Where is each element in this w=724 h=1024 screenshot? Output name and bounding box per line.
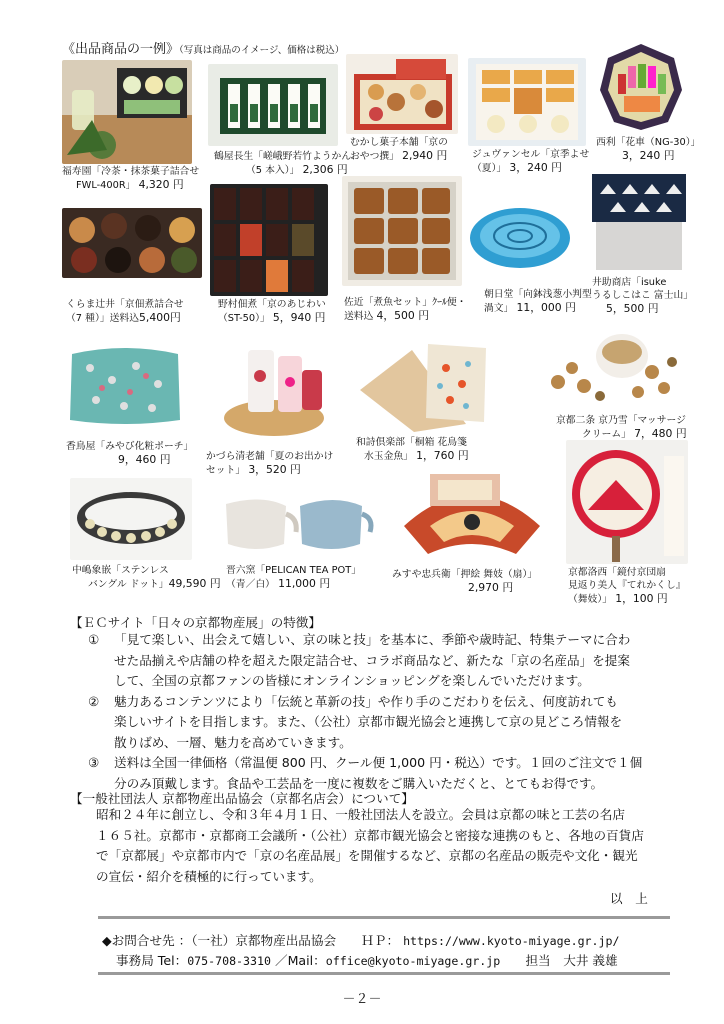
product-photo-kazurasei [218, 336, 330, 440]
section-title: 《出品商品の一例》（写真は商品のイメージ、価格は税込） [62, 42, 345, 57]
product-photo-misuya [390, 468, 554, 560]
ec-item-3-line: 分のみ頂戴します。食品や工芸品を一度に複数をご購入いただくと、とてもお得です。 [114, 775, 604, 791]
caption-isuke: 井助商店「isuke うるしこはこ 富士山」 5，500 円 [592, 277, 694, 315]
ec-item-1: ① 「見て楽しい、出会えて嬉しい、京の味と技」を基本に、季節や歳時記、特集テーマに合わ [88, 632, 631, 647]
caption-asahido: 朝日堂「向鉢浅葱小判型 渦文」 11，000 円 [484, 289, 592, 314]
caption-washi: 和詩倶楽部「桐箱 花鳥箋 水玉金魚」 1，760 円 [356, 437, 469, 462]
product-photo-fukujuen [62, 60, 192, 164]
caption-sakon: 佐近「煮魚セット」ｸｰﾙ便・ 送料込 4，500 円 [344, 297, 467, 322]
product-photo-isuke [590, 170, 688, 274]
ec-item-2: ② 魅力あるコンテンツにより「伝統と革新の技」や作り手のこだわりを伝え、何度訪れても [88, 693, 618, 709]
caption-nakajima: 中嶋象嵌「ステンレス バングル ドット」49,590 円 [72, 565, 221, 590]
assoc-heading: 【一般社団法人 京都物産出品協会（京都名店会）について】 [70, 791, 414, 806]
phone-number: 075-708-3310 [187, 954, 271, 968]
caption-juvencelle: ジュヴァンセル「京季よせ （夏）」 3，240 円 [472, 149, 590, 174]
divider [98, 916, 670, 919]
caption-tsuruya: 鶴屋長生「嵯峨野若竹ようかん （5 本入）」 2,306 円 [214, 151, 352, 176]
divider [98, 972, 670, 975]
product-photo-sakon [342, 176, 462, 286]
ec-heading: 【ＥＣサイト「日々の京都物産展」の特徴】 [70, 615, 321, 630]
caption-misuya: みすや忠兵衛「押絵 舞妓（扇）」 2,970 円 [392, 569, 538, 594]
product-photo-shinroku [216, 484, 374, 558]
caption-shinroku: 晋六窯「PELICAN TEA POT」 （青／白） 11,000 円 [226, 565, 362, 590]
product-photo-tsuruya [208, 64, 338, 146]
caption-koutoriya: 香鳥屋「みやび化粧ポーチ」 9，460 円 [66, 441, 194, 466]
product-photo-mukashi [346, 54, 458, 134]
email-link[interactable]: office@kyoto-miyage.gr.jp [325, 954, 501, 968]
assoc-line: 昭和２４年に創立し、令和３年４月１日、一般社団法人を設立。会員は京都の味と工芸の名店 [96, 807, 625, 822]
product-photo-nomura [210, 184, 328, 296]
product-photo-kurama [62, 208, 202, 278]
caption-fukujuen: 福寿園「冷茶・抹茶菓子詰合せ FWL-400R」 4,320 円 [62, 166, 200, 191]
caption-kazurasei: かづら清老舗「夏のお出かけ セット」 3，520 円 [206, 451, 334, 476]
caption-kyonoyuki: 京都二条 京乃雪「マッサージ クリーム」 7，480 円 [556, 415, 687, 440]
product-photo-juvencelle [468, 58, 586, 146]
product-photo-kyonoyuki [542, 322, 678, 406]
ec-item-1-line: せた品揃えや店舗の枠を超えた限定詰合せ、コラボ商品など、新たな「京の名産品」を提案 [114, 652, 630, 668]
product-photo-washi [356, 338, 490, 434]
section-note: （写真は商品のイメージ、価格は税込） [179, 45, 345, 56]
ec-item-2-line: 散りばめ、一層、魅力を高めていきます。 [114, 734, 352, 750]
assoc-body [96, 805, 686, 887]
contact-line-2: 事務局 Tel：075-708-3310 ／Mail：office@kyoto-miyage.gr.jp 担当 大井 義雄 [116, 953, 618, 968]
product-photo-nakajima [70, 478, 192, 560]
caption-rakusai: 京都洛西「鏡付京団扇 見返り美人『てれかくし』 （舞妓）」 1，100 円 [568, 567, 686, 605]
product-photo-rakusai [566, 440, 688, 564]
product-photo-koutoriya [66, 340, 184, 428]
caption-mukashi: むかし菓子本舗「京の おやつ撰」 2,940 円 [350, 137, 448, 162]
assoc-line: １６５社。京都市・京都商工会議所・（公社）京都市観光協会と密接な連携のもと、各地の百貨店 [96, 827, 644, 843]
assoc-line: の宣伝・紹介を積極的に行っています。 [96, 868, 322, 884]
assoc-line: で「京都展」や京都市内で「京の名産品展」を開催するなど、京都の名産品の販売や文化・観光 [96, 848, 638, 863]
product-photo-nishiri [598, 40, 684, 134]
caption-nishiri: 西利「花車（NG-30）」 3，240 円 [596, 137, 701, 162]
caption-nomura: 野村佃煮「京のあじわい （ST-50）」 5，940 円 [218, 299, 326, 324]
closing-text: 以 上 [610, 891, 648, 906]
homepage-link[interactable]: https://www.kyoto-miyage.gr.jp/ [403, 934, 620, 948]
product-photo-asahido [466, 198, 574, 272]
ec-item-2-line: 楽しいサイトを目指します。また、（公社）京都市観光協会と連携して京の見どころ情報を [114, 714, 623, 729]
contact-line-1: ◆お問合せ先 ：（一社）京都物産出品協会 ＨＰ： https://www.kyoto-miyage.gr.jp/ [102, 933, 620, 948]
caption-kurama: くらま辻井「京佃煮詰合せ （7 種）」送料込5,400円 [66, 299, 184, 324]
ec-features [88, 630, 688, 794]
ec-item-1-line: して、全国の京都ファンの皆様にオンラインショッピングを楽しんでいただけます。 [114, 673, 590, 688]
page-number: －２－ [342, 992, 382, 1007]
ec-item-3: ③ 送料は全国一律価格（常温便 800 円、クール便 1,000 円・税込）です。１回のご注文で１個 [88, 755, 643, 770]
